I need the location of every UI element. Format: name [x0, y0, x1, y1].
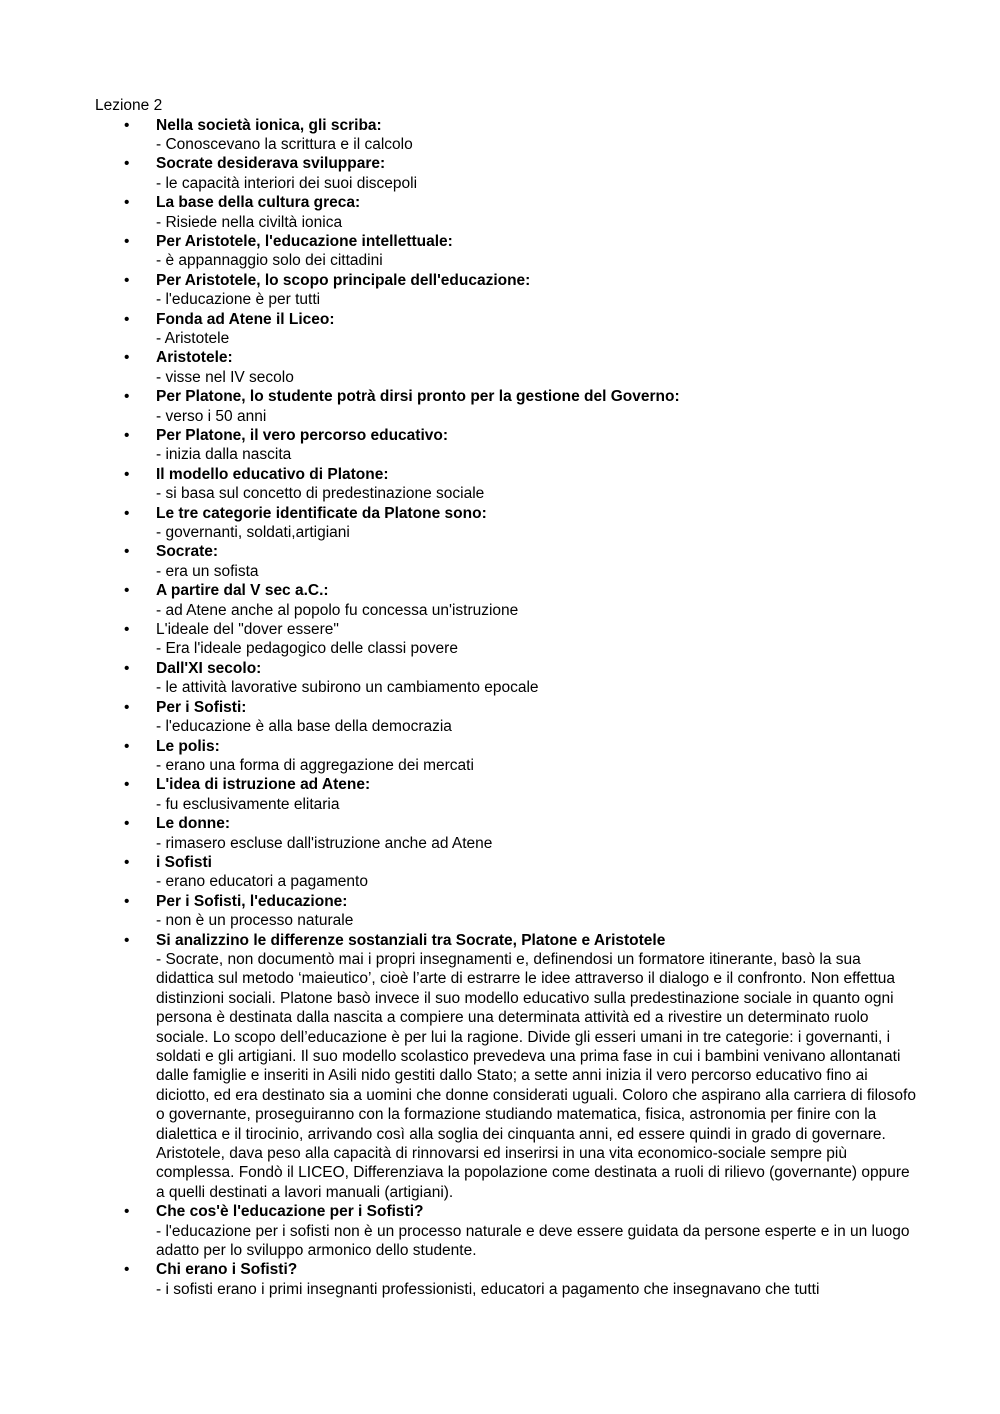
list-item [124, 154, 916, 193]
bullet-marker: • [124, 931, 130, 949]
list-item [124, 310, 916, 349]
question-text: Socrate: [156, 543, 219, 561]
answer-text: - fu esclusivamente elitaria [156, 795, 340, 813]
question-text: Le tre categorie identificate da Platone sono: [156, 504, 487, 522]
list-item [124, 348, 916, 387]
list-item [124, 737, 916, 776]
answer-text: - l'educazione per i sofisti non è un processo naturale e deve essere guidata da persone esperte e in un luogo adatto per lo sviluppo armonico dello studente. [156, 1222, 910, 1260]
answer-text: - rimasero escluse dall'istruzione anche ad Atene [156, 834, 493, 852]
answer-text: - l'educazione è alla base della democrazia [156, 718, 452, 736]
answer-text: - ad Atene anche al popolo fu concessa un'istruzione [156, 601, 519, 619]
question-text: Per Aristotele, lo scopo principale dell'educazione: [156, 271, 531, 289]
list-item [124, 387, 916, 426]
answer-text: - visse nel IV secolo [156, 368, 294, 386]
list-item [124, 814, 916, 853]
answer-text: - erano educatori a pagamento [156, 873, 368, 891]
question-text: Che cos'è l'educazione per i Sofisti? [156, 1203, 424, 1221]
bullet-marker: • [124, 427, 130, 444]
question-text: Per i Sofisti, l'educazione: [156, 892, 348, 910]
question-answer-list [124, 116, 916, 1300]
question-text: Dall'XI secolo: [156, 659, 262, 677]
list-item [124, 232, 916, 271]
bullet-marker: • [124, 659, 130, 677]
answer-text: - non è un processo naturale [156, 912, 354, 930]
answer-text: - Aristotele [156, 329, 230, 347]
bullet-marker: • [124, 776, 130, 794]
list-item [124, 271, 916, 310]
answer-text: - Era l'ideale pedagogico delle classi povere [156, 640, 458, 658]
bullet-marker: • [124, 853, 130, 871]
bullet-marker: • [124, 582, 130, 600]
question-text: Fonda ad Atene il Liceo: [156, 310, 335, 328]
question-text: Le donne: [156, 815, 231, 833]
list-item [124, 931, 916, 1203]
answer-text: - l'educazione è per tutti [156, 291, 321, 309]
question-text: Chi erano i Sofisti? [156, 1261, 298, 1279]
question-text: L'ideale del "dover essere" [156, 621, 339, 639]
list-item [124, 542, 916, 581]
question-text: L'idea di istruzione ad Atene: [156, 776, 371, 794]
bullet-marker: • [124, 1203, 130, 1221]
list-item [124, 1202, 916, 1260]
answer-text: - si basa sul concetto di predestinazione sociale [156, 485, 485, 503]
question-text: La base della cultura greca: [156, 194, 361, 212]
bullet-marker: • [124, 271, 130, 289]
bullet-marker: • [124, 504, 130, 522]
list-item [124, 853, 916, 892]
answer-text: - le capacità interiori dei suoi discepoli [156, 174, 418, 192]
list-item [124, 581, 916, 620]
bullet-marker: • [124, 815, 130, 833]
list-item [124, 775, 916, 814]
bullet-marker: • [124, 698, 130, 716]
question-text: A partire dal V sec a.C.: [156, 582, 329, 600]
bullet-marker: • [124, 1261, 130, 1279]
question-text: Per Platone, lo studente potrà dirsi pronto per la gestione del Governo: [156, 388, 680, 406]
list-item [124, 465, 916, 504]
list-item [124, 116, 916, 155]
answer-text: - verso i 50 anni [156, 407, 267, 425]
question-text: Per Aristotele, l'educazione intellettuale: [156, 232, 453, 250]
list-item [124, 504, 916, 543]
question-text: Le polis: [156, 737, 220, 755]
bullet-marker: • [124, 155, 130, 173]
bullet-marker: • [124, 465, 130, 483]
answer-text: - le attività lavorative subirono un cambiamento epocale [156, 679, 539, 697]
bullet-marker: • [124, 388, 130, 406]
list-item [124, 620, 916, 659]
list-item [124, 698, 916, 737]
list-item [124, 659, 916, 698]
question-text: Nella società ionica, gli scriba: [156, 116, 382, 134]
bullet-marker: • [124, 543, 130, 561]
bullet-marker: • [124, 349, 130, 367]
answer-text: - è appannaggio solo dei cittadini [156, 252, 383, 270]
bullet-marker: • [124, 194, 130, 212]
list-item [124, 193, 916, 232]
question-text: Si analizzino le differenze sostanziali tra Socrate, Platone e Aristotele [156, 931, 666, 949]
question-text: Il modello educativo di Platone: [156, 465, 389, 483]
bullet-marker: • [124, 116, 130, 134]
question-text: Per i Sofisti: [156, 698, 247, 716]
answer-text: - Risiede nella civiltà ionica [156, 213, 343, 231]
list-item [124, 1260, 916, 1299]
list-item [124, 892, 916, 931]
list-item [124, 426, 916, 465]
bullet-marker: • [124, 310, 130, 328]
lesson-heading: Lezione 2 [95, 97, 163, 114]
answer-text: - Conoscevano la scrittura e il calcolo [156, 135, 413, 153]
question-text: Aristotele: [156, 349, 233, 367]
answer-text: - governanti, soldati,artigiani [156, 524, 350, 542]
bullet-marker: • [124, 232, 130, 250]
bullet-marker: • [124, 621, 130, 639]
answer-text: - era un sofista [156, 562, 259, 580]
bullet-marker: • [124, 737, 130, 755]
question-text: Socrate desiderava sviluppare: [156, 155, 386, 173]
answer-text: - Socrate, non documentò mai i propri insegnamenti e, definendosi un formatore itinerante, basò la sua didattica sul metodo ‘maieutico’, cioè l’arte di estrarre le idee attraverso il dialogo e il confronto. Non effettua distinzioni sociali. Platone basò invece il suo modello educativo sulla predestinazione sociale in quanto ogni persona è destinata dalla nascita a compiere una determinata attività ed a rivestire un determinato ruolo sociale. Lo scopo dell’educazione è per lui la ragione. Divide gli esseri umani in tre categorie: i governanti, i soldati e gli artigiani. Il suo modello scolastico prevedeva una prima fase in cui i bambini venivano allontanati dalle famiglie e inseriti in Asili nido gestiti dallo Stato; a sette anni inizia il vero percorso educativo fino ai diciotto, ed era destinato sia a uomini che donne considerati uguali. Coloro che aspirano alla carriera di filosofo o governante, proseguiranno con la formazione studiando matematica, fisica, astronomia per finire con la dialettica e il tirocinio, arrivando così alla soglia dei cinquanta anni, ed essere quindi in grado di governare. Aristotele, dava peso alla capacità di rinnovarsi ed inserirsi in una vita economico-sociale sempre più complessa. Fondò il LICEO, Differenziava la popolazione come destinata a ruoli di rilievo (governante) oppure a quelli destinati a lavori manuali (artigiani). [156, 950, 916, 1201]
answer-text: - inizia dalla nascita [156, 446, 292, 464]
bullet-marker: • [124, 892, 130, 910]
answer-text: - i sofisti erano i primi insegnanti professionisti, educatori a pagamento che insegnavano che tutti [156, 1280, 820, 1298]
question-text: Per Platone, il vero percorso educativo: [156, 427, 449, 444]
question-text: i Sofisti [156, 853, 212, 871]
answer-text: - erano una forma di aggregazione dei mercati [156, 756, 474, 774]
